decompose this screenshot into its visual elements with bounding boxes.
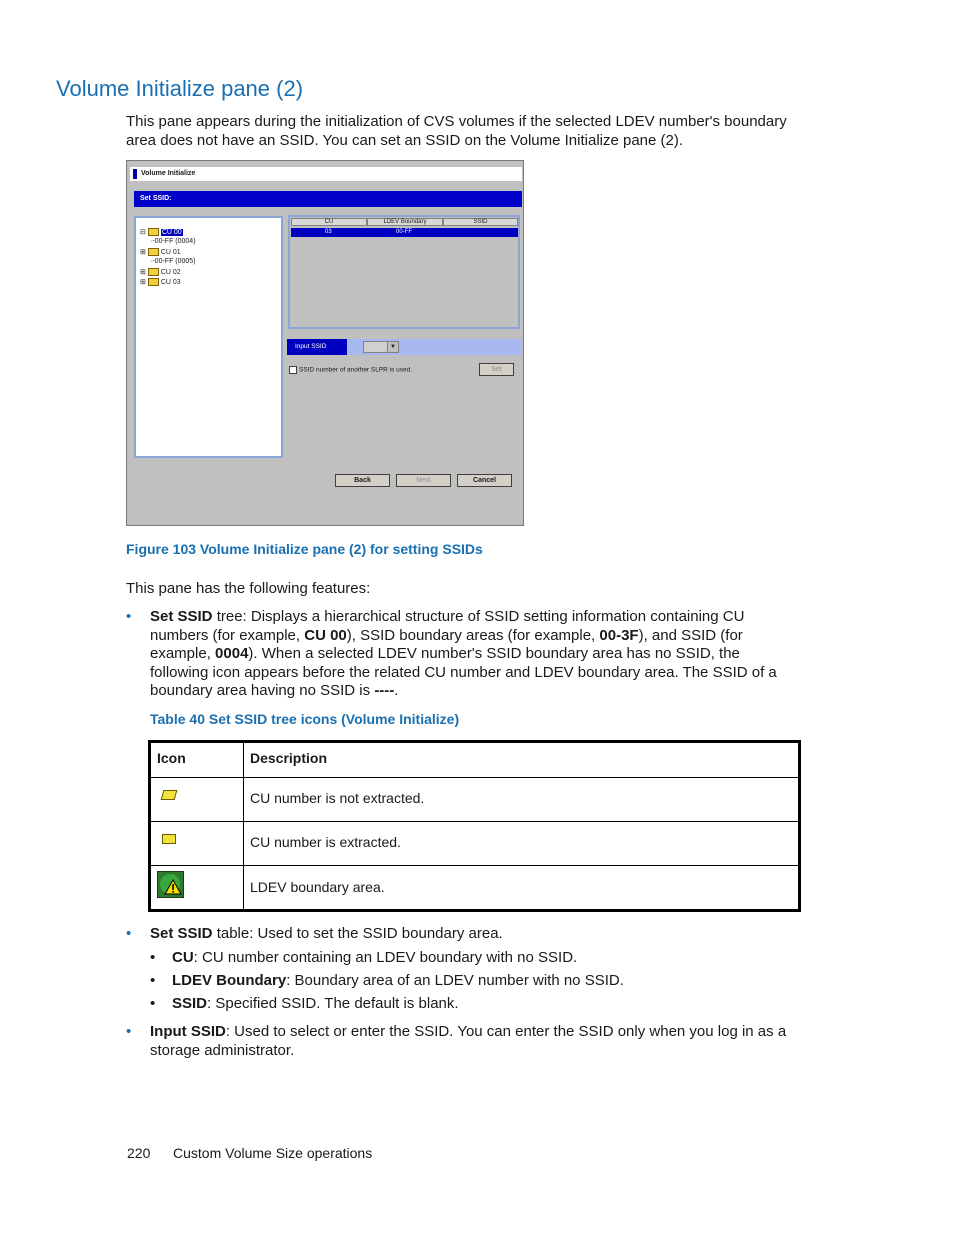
intro-paragraph: This pane appears during the initialization of CVS volumes if the selected LDEV number's boundary area does not have an SSID. You can set an SSID on the Volume Initialize pane (2). bbox=[126, 113, 787, 149]
page-number: 220 bbox=[127, 1145, 151, 1161]
column-divider bbox=[243, 743, 244, 909]
folder-icon bbox=[148, 268, 159, 276]
row-divider bbox=[151, 777, 798, 778]
page-heading: Volume Initialize pane (2) bbox=[56, 76, 304, 101]
tree-node-boundary-0004[interactable]: ·-00-FF (0004) bbox=[150, 238, 196, 245]
ssid-tree[interactable] bbox=[134, 216, 283, 458]
volume-initialize-screenshot bbox=[126, 160, 524, 526]
title-marker bbox=[133, 169, 137, 179]
table-caption: Table 40 Set SSID tree icons (Volume Initialize) bbox=[150, 711, 460, 727]
ldev-boundary-icon bbox=[157, 871, 184, 898]
window-title: Volume Initialize bbox=[141, 170, 196, 177]
tree-node-cu00[interactable]: ⊟ CU 00 bbox=[140, 229, 182, 236]
next-button[interactable]: Next bbox=[396, 474, 451, 487]
row-divider bbox=[151, 865, 798, 866]
tree-node-cu02[interactable]: ⊞ CU 02 bbox=[140, 269, 181, 276]
figure-caption: Figure 103 Volume Initialize pane (2) for setting SSIDs bbox=[126, 541, 483, 557]
table-row: CU number is not extracted. bbox=[250, 790, 425, 806]
folder-icon bbox=[148, 278, 159, 286]
tree-node-cu01[interactable]: ⊞ CU 01 bbox=[140, 249, 181, 256]
header-icon: Icon bbox=[157, 750, 186, 766]
folder-icon bbox=[148, 228, 159, 236]
row-divider bbox=[151, 821, 798, 822]
table-row[interactable]: 03 00-FF bbox=[291, 228, 518, 237]
set-ssid-label: Set SSID: bbox=[140, 195, 172, 202]
chevron-down-icon[interactable]: ▼ bbox=[387, 342, 398, 352]
folder-icon bbox=[148, 248, 159, 256]
cancel-button[interactable]: Cancel bbox=[457, 474, 512, 487]
icons-table bbox=[148, 740, 801, 912]
checkbox-box[interactable] bbox=[289, 366, 297, 374]
table-row: CU number is extracted. bbox=[250, 834, 401, 850]
input-ssid-bar bbox=[287, 339, 522, 355]
features-intro: This pane has the following features: bbox=[126, 580, 371, 597]
col-header-cu[interactable]: CU bbox=[291, 218, 367, 226]
col-header-ssid[interactable]: SSID bbox=[443, 218, 518, 226]
folder-open-icon bbox=[161, 790, 178, 800]
back-button[interactable]: Back bbox=[335, 474, 390, 487]
bullet-dot: • bbox=[126, 608, 132, 625]
tree-node-boundary-0005[interactable]: ·-00-FF (0005) bbox=[150, 258, 196, 265]
footer-section: Custom Volume Size operations bbox=[173, 1145, 373, 1161]
header-description: Description bbox=[250, 750, 328, 766]
window-titlebar bbox=[130, 167, 522, 181]
set-button[interactable]: Set bbox=[479, 363, 514, 376]
slpr-checkbox[interactable]: SSID number of another SLPR is used. bbox=[289, 366, 412, 374]
ssid-combobox[interactable] bbox=[363, 341, 399, 353]
table-row: LDEV boundary area. bbox=[250, 879, 385, 895]
set-ssid-bar bbox=[134, 191, 522, 207]
folder-extracted-icon bbox=[162, 834, 176, 844]
col-header-ldev-boundary[interactable]: LDEV Boundary bbox=[367, 218, 443, 226]
ssid-table bbox=[288, 215, 520, 329]
input-ssid-label: Input SSID bbox=[287, 339, 347, 355]
bullet-dot: • bbox=[126, 925, 132, 942]
bullet-dot: • bbox=[126, 1023, 132, 1040]
tree-node-cu03[interactable]: ⊞ CU 03 bbox=[140, 279, 181, 286]
